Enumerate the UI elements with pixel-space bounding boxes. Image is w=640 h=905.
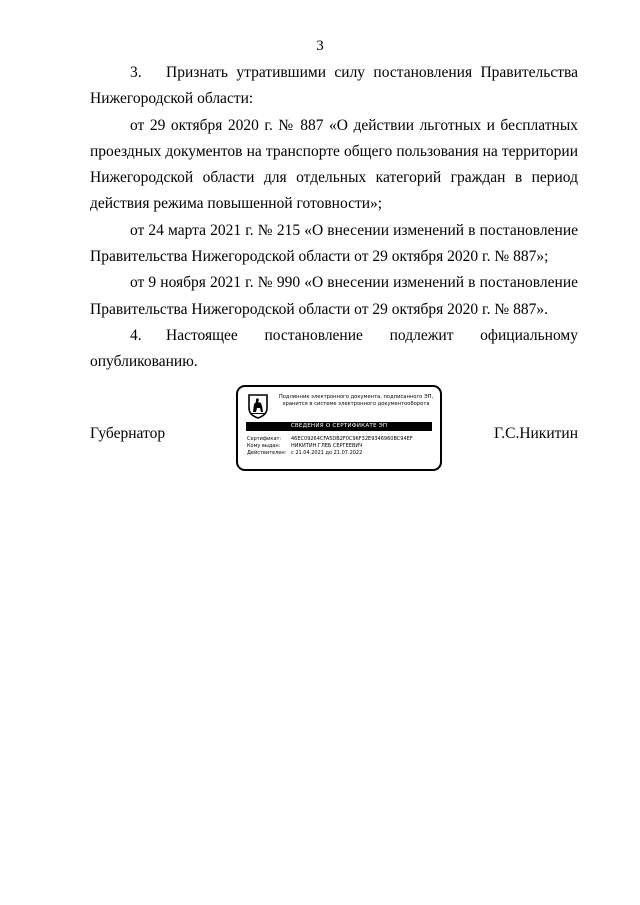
certificate-info-bar: СВЕДЕНИЯ О СЕРТИФИКАТЕ ЭП [246,422,432,431]
issued-to-row [247,443,437,450]
issued-to-label: Кому выдан: [247,443,281,449]
stamp-header [274,394,438,407]
electronic-signature-stamp [236,385,442,471]
coat-of-arms-icon [247,393,269,419]
paragraph-number: 4. [130,326,142,344]
stamp-header-line: хранится в системе электронного документооборота [282,400,430,407]
repealed-resolution-887: от 29 октября 2020 г. № 887 «О действии льготных и бесплатных проездных документов на транспорте общего пользования на территории Нижегородской области для отдельных категорий граждан в период действия режима повышенной готовности»; [90,116,578,213]
certificate-row [247,436,437,443]
stamp-header-line: Подлинник электронного документа, подписанного ЭП, [278,394,434,400]
signatory-name: Г.С.Никитин [494,425,578,442]
validity-value: с 21.04.2021 до 21.07.2022 [291,450,363,456]
document-body [90,60,578,376]
certificate-details [247,436,437,457]
paragraph-text: Признать утратившими силу постановления Правительства Нижегородской области: [90,64,578,108]
paragraph-number: 3. [130,64,142,81]
paragraph-3 [90,60,578,113]
certificate-label: Сертификат: [247,436,282,442]
repealed-resolution-215: от 24 марта 2021 г. № 215 «О внесении изменений в постановление Правительства Нижегородской области от 29 октября 2020 г. № 887»; [90,221,578,266]
validity-label: Действителен: [247,450,287,456]
validity-row [247,450,437,457]
certificate-value: 46EC09264CFA5DB2F0C96F32E9346960BC94EF [291,436,413,442]
paragraph-text: Настоящее постановление подлежит официальному опубликованию. [90,326,578,371]
repealed-resolution-990: от 9 ноября 2021 г. № 990 «О внесении изменений в постановление Правительства Нижегородской области от 29 октября 2020 г. № 887». [90,274,578,318]
page-number: 3 [316,38,324,54]
issued-to-value: НИКИТИН ГЛЕБ СЕРГЕЕВИЧ [291,443,363,449]
paragraph-4 [90,323,578,376]
signatory-title: Губернатор [90,425,166,442]
